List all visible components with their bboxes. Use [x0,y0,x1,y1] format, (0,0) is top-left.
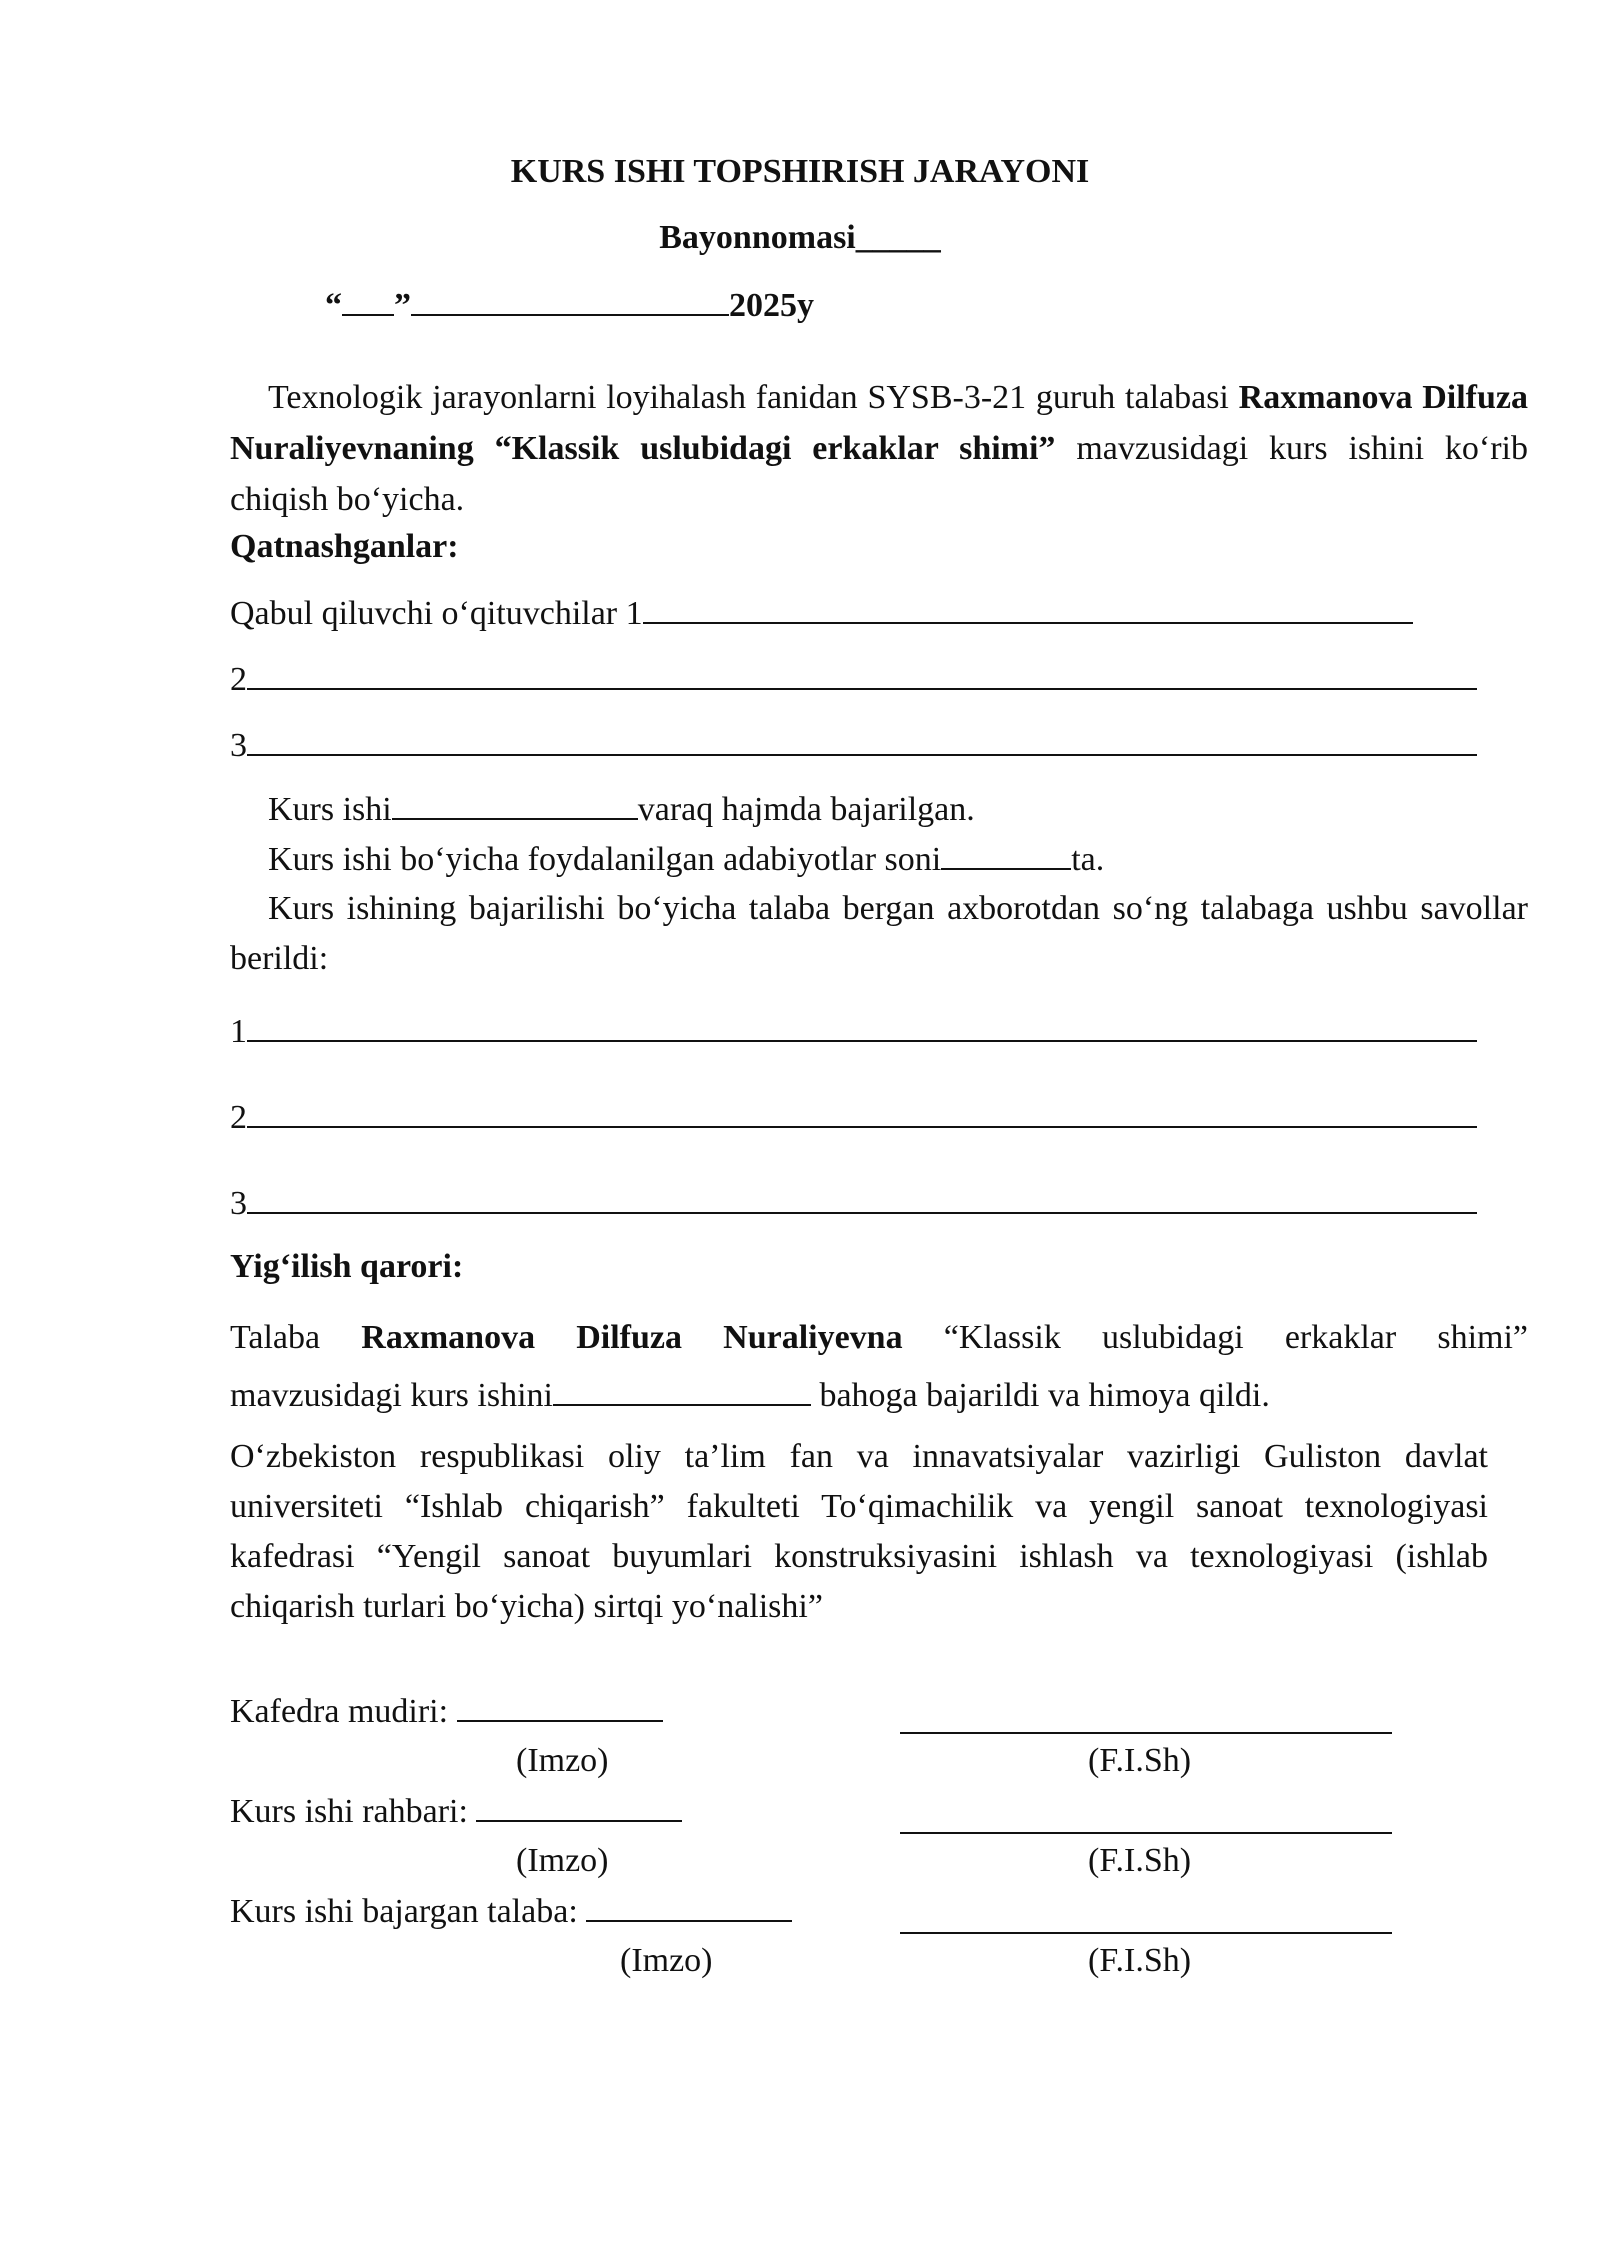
signature-2-sign-blank [476,1790,682,1822]
decision-line-1 [230,1306,1528,1370]
signature-1-sign-caption: (Imzo) [516,1742,609,1779]
intro-text-2 [474,430,495,467]
signature-1-sign-blank [457,1690,663,1722]
pages-line [268,788,975,829]
signature-1-label: Kafedra mudiri: [230,1693,449,1730]
intro-text-1: Texnologik jarayonlarni loyihalash fanidan SYSB-3-21 guruh talabasi [268,379,1239,416]
intro-text-3: mavzusidagi kurs ishini ko‘rib chiqish bo‘yicha. [230,430,1529,518]
participant-1-label: Qabul qiluvchi o‘qituvchilar 1 [230,595,643,632]
decision-text-4: bahoga bajarildi va himoya qildi. [810,1377,1270,1414]
refs-before: Kurs ishi bo‘yicha foydalanilgan adabiyotlar soni [268,841,942,878]
decision-heading: Yig‘ilish qarori: [230,1248,464,1285]
question-line-3 [230,1182,1477,1223]
signature-3-sign-blank [586,1890,792,1922]
question-3-label: 3 [230,1185,247,1222]
decision-line-2 [230,1374,1270,1415]
pages-before: Kurs ishi [268,791,392,828]
decision-text-1: Talaba [230,1319,362,1356]
participant-1-blank [643,592,1413,624]
date-close-quote: ” [394,287,411,324]
signature-2-name-blank [900,1792,1392,1834]
participant-line-2 [230,658,1477,699]
signature-3-label: Kurs ishi bajargan talaba: [230,1893,578,1930]
question-line-1 [230,1010,1477,1051]
institution-paragraph: O‘zbekiston respublikasi oliy ta’lim fan va innavatsiyalar vazirligi Guliston davlat universiteti “Ishlab chiqarish” fakulteti To‘qimachilik va yengil sanoat texnologiyasi kafedrasi “Yengil sanoat buyumlari konstruksiyasini ishlash va texnologiyasi (ishlab chiqarish turlari bo‘yicha) sirtqi yo‘nalishi” [230,1438,1488,1625]
question-2-label: 2 [230,1099,247,1136]
participant-2-blank [247,658,1477,690]
signature-2-label: Kurs ishi rahbari: [230,1793,468,1830]
pages-after: varaq hajmda bajarilgan. [637,791,975,828]
signature-row-2 [230,1790,682,1831]
signature-row-3 [230,1890,792,1931]
participant-2-label: 2 [230,661,247,698]
signature-3-sign-caption: (Imzo) [620,1942,713,1979]
question-3-blank [247,1182,1477,1214]
date-year: 2025y [729,287,814,324]
signature-row-1 [230,1690,663,1731]
question-1-label: 1 [230,1013,247,1050]
date-day-blank [342,284,394,316]
document-subtitle: Bayonnomasi_____ [659,219,941,256]
intro-paragraph [230,372,1528,525]
decision-student-name: Raxmanova Dilfuza Nuraliyevna [361,1319,903,1356]
pages-blank [392,788,638,820]
question-1-blank [247,1010,1477,1042]
decision-text-3: mavzusidagi kurs ishini [230,1377,553,1414]
participant-line-3 [230,724,1477,765]
date-open-quote: “ [325,287,342,324]
signature-1-name-caption: (F.I.Sh) [1088,1742,1192,1779]
intro-student-name: Raxmanova Dilfuza Nuraliyevnaning [230,379,1528,467]
refs-after: ta. [1071,841,1105,878]
signature-3-name-blank [900,1892,1392,1934]
refs-line [268,838,1104,879]
date-month-blank [411,284,729,316]
participant-3-label: 3 [230,727,247,764]
signature-2-sign-caption: (Imzo) [516,1842,609,1879]
signature-3-name-caption: (F.I.Sh) [1088,1942,1192,1979]
participants-heading: Qatnashganlar: [230,528,459,565]
date-line [325,284,814,325]
question-2-blank [247,1096,1477,1128]
participant-line-1 [230,592,1413,633]
question-line-2 [230,1096,1477,1137]
decision-text-2: “Klassik uslubidagi erkaklar shimi” [902,1319,1528,1356]
grade-blank [553,1374,811,1406]
signature-2-name-caption: (F.I.Sh) [1088,1842,1192,1879]
refs-blank [941,838,1071,870]
intro-topic: “Klassik uslubidagi erkaklar shimi” [494,430,1056,467]
participant-3-blank [247,724,1477,756]
document-title: KURS ISHI TOPSHIRISH JARAYONI [510,153,1090,190]
questions-intro: Kurs ishining bajarilishi bo‘yicha talaba bergan axborotdan so‘ng talabaga ushbu savollar berildi: [230,890,1528,977]
signature-1-name-blank [900,1692,1392,1734]
